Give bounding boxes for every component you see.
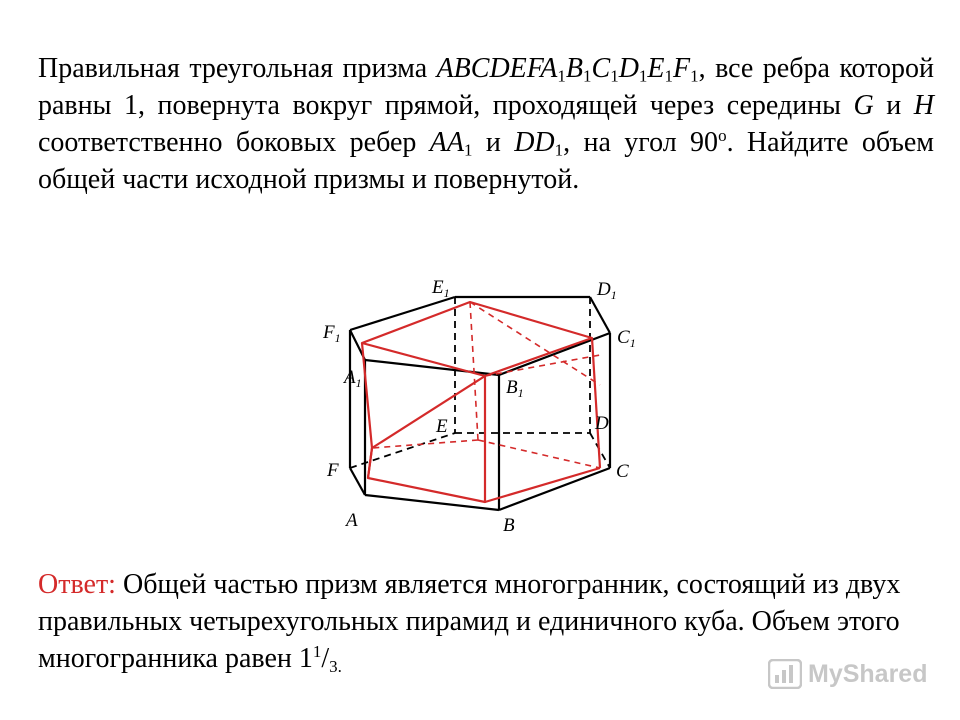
label-C1: $C_1$ [617,327,636,350]
label-B: B [503,515,515,536]
rotated-edge-2 [592,338,600,468]
edge-A-F [350,468,365,495]
label-B1: $B_1$ [506,377,524,400]
label-D: D [595,413,609,434]
label-C: C [616,461,629,482]
answer-slash: / [321,643,330,674]
rotated-face-front [368,376,485,502]
watermark [768,656,927,692]
rotated-edge-1 [362,343,372,448]
prism-figure [300,262,660,542]
rotated-prism [362,302,600,502]
label-F: F [327,460,339,481]
answer-numerator: 1 [312,641,322,661]
label-A1: $A_1$ [344,367,362,390]
label-D1: $D_1$ [597,279,617,302]
edge-A-B [365,495,499,510]
label-E1: $E_1$ [432,277,450,300]
answer-text: Общей частью призм является многогранник, состоящий из двух правильных четырехугольных пирамид и единичного куба. Объем этого многогранника равен 1 [38,569,901,674]
edge-B-C [499,468,610,510]
label-F1: $F_1$ [323,322,341,345]
watermark-text: MyShared [808,659,928,688]
edge-D1-C1 [590,297,610,333]
original-prism [350,297,610,510]
rotated-edge-4 [368,448,372,478]
label-A: A [346,510,358,531]
label-E: E [436,416,448,437]
problem-statement: Правильная треугольная призма $ABCDEFA_1B_1C_1D_1E_1F_1$, все ребра которой равны 1, повернута вокруг прямой, проходящей через середины G и H соответственно боковых ребер $AA_1$ и $DD_1$, на угол 90$^o$. Найдите объем общей части исходной призмы и повернутой. [38,53,935,195]
rotated-hidden-2 [478,440,600,468]
watermark-logo-icon [768,659,802,689]
answer-denominator: 3. [329,657,342,677]
rotated-edge-3 [485,468,600,502]
rotated-hidden-3 [372,440,478,448]
hidden-edges [350,297,610,468]
answer-label: Ответ: [38,569,116,600]
rotated-face-top [362,302,592,376]
